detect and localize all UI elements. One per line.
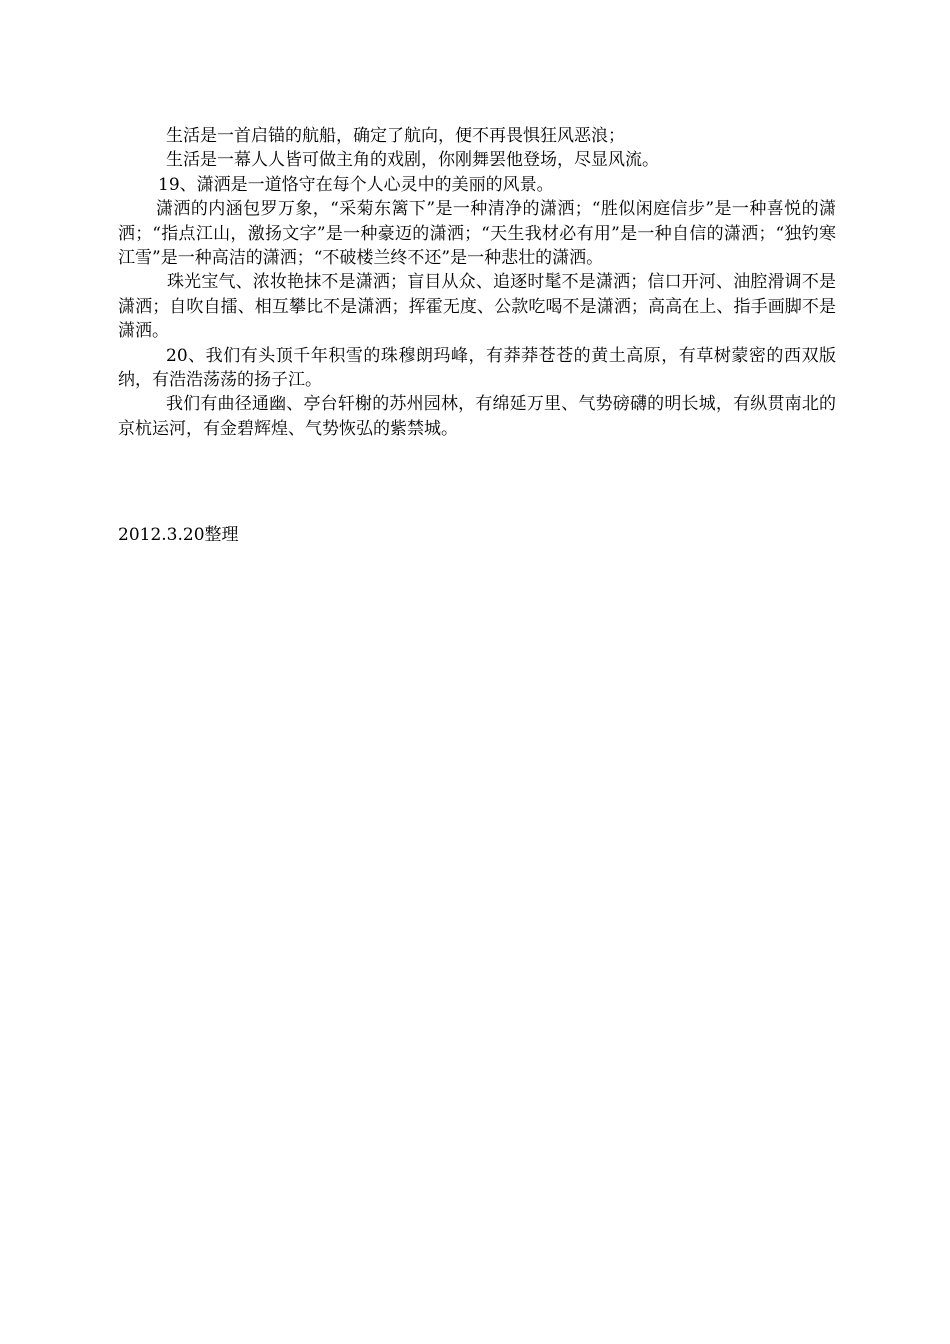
paragraph-life-ship: 生活是一首启锚的航船，确定了航向，便不再畏惧狂风恶浪； xyxy=(166,126,625,146)
footer-date: 2012.3.20整理 xyxy=(118,525,239,545)
paragraph-item-20: 20、我们有头顶千年积雪的珠穆朗玛峰，有莽莽苍苍的黄土高原，有草树蒙密的西双版纳，有浩浩荡荡的扬子江。 xyxy=(118,345,836,391)
paragraph-not-elegance: 珠光宝气、浓妆艳抹不是潇洒；盲目从众、追逐时髦不是潇洒；信口开河、油腔滑调不是潇洒；自吹自擂、相互攀比不是潇洒；挥霍无度、公款吃喝不是潇洒；高高在上、指手画脚不是潇洒。 xyxy=(118,272,836,342)
paragraph-life-drama: 生活是一幕人人皆可做主角的戏剧，你刚舞罢他登场，尽显风流。 xyxy=(166,150,659,171)
document-body xyxy=(118,124,836,441)
paragraph-landmarks: 我们有曲径通幽、亭台轩榭的苏州园林，有绵延万里、气势磅礴的明长城，有纵贯南北的京杭运河，有金碧辉煌、气势恢弘的紫禁城。 xyxy=(118,394,836,439)
paragraph-item-19: 19、潇洒是一道恪守在每个人心灵中的美丽的风景。 xyxy=(158,174,554,195)
paragraph-elegance-meaning: 潇洒的内涵包罗万象，“采菊东篱下”是一种清净的潇洒；“胜似闲庭信步”是一种喜悦的潇洒；“指点江山，激扬文字”是一种豪迈的潇洒；“天生我材必有用”是一种自信的潇洒；“独钓寒江雪”是一种高洁的潇洒；“不破楼兰终不还”是一种悲壮的潇洒。 xyxy=(118,199,836,269)
